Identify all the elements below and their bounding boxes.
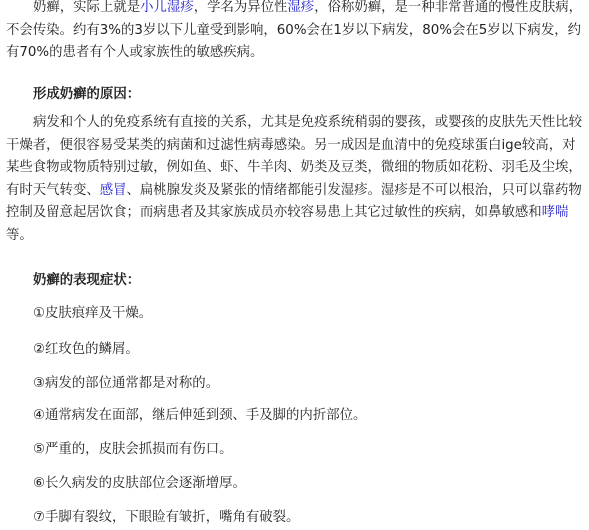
link-eczema[interactable]: 湿疹 xyxy=(287,0,315,15)
causes-paragraph xyxy=(6,112,584,247)
link-asthma[interactable]: 哮喘 xyxy=(541,205,569,220)
causes-text-3: 等。 xyxy=(6,227,33,243)
symptom-item-7: ⑦手脚有裂纹，下眼睑有皱折，嘴角有破裂。 xyxy=(33,510,300,525)
intro-paragraph xyxy=(6,0,584,65)
symptom-item-4: ④通常病发在面部，继后伸延到颈、手及脚的内折部位。 xyxy=(33,408,367,423)
symptom-item-2: ②红玫色的鳞屑。 xyxy=(33,342,139,357)
link-infant-eczema[interactable]: 小儿湿疹 xyxy=(140,0,194,15)
symptoms-heading: 奶癣的表现症状： xyxy=(33,273,141,288)
symptom-item-6: ⑥长久病发的皮肤部位会逐渐增厚。 xyxy=(33,476,246,491)
link-cold[interactable]: 感冒 xyxy=(99,182,127,198)
causes-text-1: 病发和个人的免疫系统有直接的关系，尤其是免疫系统稍弱的婴孩，或婴孩的皮肤先天性比较干燥者，便很容易受某类的病菌和过滤性病毒感染。另一成因是血清中的免疫球蛋白ige较高，对某些食物或物质特别过敏，例如鱼、虾、牛羊肉、奶类及豆类，微细的物质如花粉、羽毛及尘埃，有时天气转变、 xyxy=(6,115,583,198)
symptom-item-1: ①皮肤痕痒及干燥。 xyxy=(33,306,153,321)
symptom-item-3: ③病发的部位通常都是对称的。 xyxy=(33,376,220,391)
intro-text-2: ，学名为异位性 xyxy=(193,0,288,15)
causes-text-2: 、扁桃腺发炎及紧张的情绪都能引发湿疹。湿疹是不可以根治，只可以靠药物控制及留意起居饮食；而病患者及其家族成员亦较容易患上其它过敏性的疾病，如鼻敏感和 xyxy=(6,182,582,220)
intro-text-1: 奶癣，实际上就是 xyxy=(33,0,141,15)
intro-text-3: ，俗称奶癣，是一种非常普通的慢性皮肤病，不会传染。约有3%的3岁以下儿童受到影响，60%会在1岁以下病发，80%会在5岁以下病发，约有70%的患者有个人或家族性的敏感疾病。 xyxy=(6,0,583,60)
causes-heading: 形成奶癣的原因： xyxy=(33,87,141,102)
symptom-item-5: ⑤严重的，皮肤会抓损而有伤口。 xyxy=(33,442,233,457)
